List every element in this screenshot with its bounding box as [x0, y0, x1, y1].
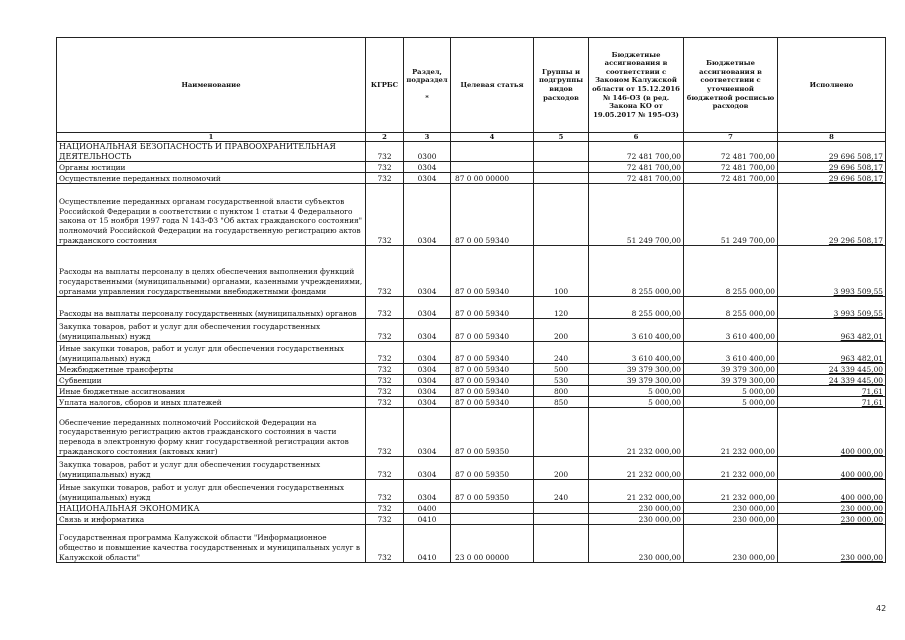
- header-law: Бюджетные ассигнования в соответствии с Законом Калужской области от 15.12.2016 № 146-ОЗ (в ред. Закона КО от 19.05.2017 № 195-ОЗ): [589, 38, 684, 133]
- row-group: [534, 503, 589, 514]
- row-section: 0304: [404, 319, 451, 342]
- row-done-amount: 230 000,00: [778, 514, 886, 525]
- row-name: НАЦИОНАЛЬНАЯ ЭКОНОМИКА: [57, 503, 366, 514]
- row-target: 87 0 00 59340: [451, 364, 534, 375]
- row-plan-amount: 21 232 000,00: [684, 457, 778, 480]
- row-done-amount: 400 000,00: [778, 408, 886, 457]
- row-done-amount: 29 696 508,17: [778, 142, 886, 162]
- row-group: 200: [534, 457, 589, 480]
- row-group: 240: [534, 480, 589, 503]
- row-section: 0304: [404, 162, 451, 173]
- row-plan-amount: 230 000,00: [684, 503, 778, 514]
- row-target: 87 0 00 59340: [451, 184, 534, 246]
- row-plan-amount: 3 610 400,00: [684, 342, 778, 364]
- row-done-amount: 71,61: [778, 397, 886, 408]
- table-row: [57, 162, 886, 173]
- row-kgrbs: 732: [366, 246, 404, 297]
- row-name: Закупка товаров, работ и услуг для обеспечения государственных (муниципальных) нужд: [57, 457, 366, 480]
- table-row: [57, 525, 886, 563]
- row-group: [534, 408, 589, 457]
- table-row: [57, 342, 886, 364]
- row-done-amount: 963 482,01: [778, 342, 886, 364]
- table-row: [57, 514, 886, 525]
- row-plan-amount: 39 379 300,00: [684, 375, 778, 386]
- column-number: 5: [534, 133, 589, 142]
- row-name: Уплата налогов, сборов и иных платежей: [57, 397, 366, 408]
- row-section: 0304: [404, 386, 451, 397]
- row-section: 0304: [404, 342, 451, 364]
- row-section: 0304: [404, 457, 451, 480]
- row-target: 87 0 00 59340: [451, 319, 534, 342]
- row-done-amount: 963 482,01: [778, 319, 886, 342]
- row-done-amount: 24 339 445,00: [778, 375, 886, 386]
- column-number: 4: [451, 133, 534, 142]
- row-section: 0304: [404, 397, 451, 408]
- row-law-amount: 230 000,00: [589, 503, 684, 514]
- row-target: 87 0 00 59340: [451, 246, 534, 297]
- row-done-amount: 230 000,00: [778, 503, 886, 514]
- row-name: Иные закупки товаров, работ и услуг для обеспечения государственных (муниципальных) нужд: [57, 342, 366, 364]
- row-name: Государственная программа Калужской области "Информационное общество и повышение качества государственных и муниципальных услуг в Калужской области": [57, 525, 366, 563]
- row-law-amount: 3 610 400,00: [589, 319, 684, 342]
- row-kgrbs: 732: [366, 319, 404, 342]
- row-name: Субвенции: [57, 375, 366, 386]
- row-kgrbs: 732: [366, 386, 404, 397]
- budget-table: [56, 37, 886, 563]
- row-group: [534, 173, 589, 184]
- row-law-amount: 3 610 400,00: [589, 342, 684, 364]
- row-group: [534, 184, 589, 246]
- row-section: 0304: [404, 297, 451, 319]
- row-plan-amount: 230 000,00: [684, 525, 778, 563]
- row-target: 87 0 00 59340: [451, 297, 534, 319]
- row-plan-amount: 51 249 700,00: [684, 184, 778, 246]
- row-name: Иные бюджетные ассигнования: [57, 386, 366, 397]
- row-law-amount: 21 232 000,00: [589, 457, 684, 480]
- row-target: [451, 142, 534, 162]
- row-law-amount: 21 232 000,00: [589, 408, 684, 457]
- row-group: 530: [534, 375, 589, 386]
- row-plan-amount: 21 232 000,00: [684, 480, 778, 503]
- table-row: [57, 297, 886, 319]
- header-done: Исполнено: [778, 38, 886, 133]
- row-name: НАЦИОНАЛЬНАЯ БЕЗОПАСНОСТЬ И ПРАВООХРАНИТЕЛЬНАЯ ДЕЯТЕЛЬНОСТЬ: [57, 142, 366, 162]
- table-row: [57, 503, 886, 514]
- row-kgrbs: 732: [366, 297, 404, 319]
- row-target: [451, 514, 534, 525]
- row-section: 0410: [404, 525, 451, 563]
- row-name: Расходы на выплаты персоналу государственных (муниципальных) органов: [57, 297, 366, 319]
- row-law-amount: 21 232 000,00: [589, 480, 684, 503]
- row-target: [451, 162, 534, 173]
- row-plan-amount: 8 255 000,00: [684, 297, 778, 319]
- row-kgrbs: 732: [366, 457, 404, 480]
- header-target: Целевая статья: [451, 38, 534, 133]
- row-section: 0304: [404, 173, 451, 184]
- row-section: 0300: [404, 142, 451, 162]
- row-kgrbs: 732: [366, 364, 404, 375]
- row-target: [451, 503, 534, 514]
- header-section: [404, 38, 451, 133]
- row-group: [534, 162, 589, 173]
- row-plan-amount: 72 481 700,00: [684, 173, 778, 184]
- row-section: 0304: [404, 364, 451, 375]
- table-row: [57, 246, 886, 297]
- row-kgrbs: 732: [366, 184, 404, 246]
- table-row: [57, 173, 886, 184]
- page-number: 42: [876, 604, 887, 613]
- row-kgrbs: 732: [366, 162, 404, 173]
- row-plan-amount: 39 379 300,00: [684, 364, 778, 375]
- header-plan: Бюджетные ассигнования в соответствии с уточненной бюджетной росписью расходов: [684, 38, 778, 133]
- row-section: 0304: [404, 408, 451, 457]
- row-done-amount: 3 993 509,55: [778, 297, 886, 319]
- row-plan-amount: 72 481 700,00: [684, 162, 778, 173]
- row-group: [534, 514, 589, 525]
- row-law-amount: 230 000,00: [589, 514, 684, 525]
- row-done-amount: 3 993 509,55: [778, 246, 886, 297]
- row-target: 87 0 00 59340: [451, 386, 534, 397]
- row-law-amount: 8 255 000,00: [589, 297, 684, 319]
- row-group: [534, 525, 589, 563]
- row-plan-amount: 21 232 000,00: [684, 408, 778, 457]
- table-row: [57, 375, 886, 386]
- row-law-amount: 230 000,00: [589, 525, 684, 563]
- row-done-amount: 29 696 508,17: [778, 162, 886, 173]
- row-done-amount: 29 296 508,17: [778, 184, 886, 246]
- table-row: [57, 408, 886, 457]
- row-group: 240: [534, 342, 589, 364]
- row-law-amount: 5 000,00: [589, 386, 684, 397]
- row-law-amount: 5 000,00: [589, 397, 684, 408]
- column-number: 3: [404, 133, 451, 142]
- row-group: 500: [534, 364, 589, 375]
- row-target: 87 0 00 59350: [451, 408, 534, 457]
- row-section: 0304: [404, 184, 451, 246]
- table-row: [57, 397, 886, 408]
- row-name: Межбюджетные трансферты: [57, 364, 366, 375]
- row-law-amount: 72 481 700,00: [589, 173, 684, 184]
- row-plan-amount: 5 000,00: [684, 397, 778, 408]
- row-group: 800: [534, 386, 589, 397]
- row-law-amount: 51 249 700,00: [589, 184, 684, 246]
- row-kgrbs: 732: [366, 480, 404, 503]
- row-law-amount: 72 481 700,00: [589, 142, 684, 162]
- row-done-amount: 71,61: [778, 386, 886, 397]
- row-kgrbs: 732: [366, 142, 404, 162]
- row-name: Расходы на выплаты персоналу в целях обеспечения выполнения функций государственными (муниципальными) органами, казенными учреждениями, органами управления государственными внебюджетными фондами: [57, 246, 366, 297]
- column-number: 1: [57, 133, 366, 142]
- row-kgrbs: 732: [366, 397, 404, 408]
- row-done-amount: 230 000,00: [778, 525, 886, 563]
- row-name: Закупка товаров, работ и услуг для обеспечения государственных (муниципальных) нужд: [57, 319, 366, 342]
- column-number: 2: [366, 133, 404, 142]
- row-law-amount: 8 255 000,00: [589, 246, 684, 297]
- column-number: 6: [589, 133, 684, 142]
- row-group: 200: [534, 319, 589, 342]
- row-section: 0304: [404, 246, 451, 297]
- row-group: 850: [534, 397, 589, 408]
- row-kgrbs: 732: [366, 408, 404, 457]
- table-row: [57, 364, 886, 375]
- row-name: Обеспечение переданных полномочий Российской Федерации на государственную регистрацию актов гражданского состояния в части перевода в электронную форму книг государственной регистрации актов гражданского состояния (актовых книг): [57, 408, 366, 457]
- table-row: [57, 142, 886, 162]
- header-section-mark: *: [425, 93, 429, 102]
- row-plan-amount: 8 255 000,00: [684, 246, 778, 297]
- row-done-amount: 400 000,00: [778, 457, 886, 480]
- header-name: Наименование: [57, 38, 366, 133]
- row-target: 87 0 00 59350: [451, 480, 534, 503]
- row-plan-amount: 230 000,00: [684, 514, 778, 525]
- table-row: [57, 319, 886, 342]
- row-plan-amount: 72 481 700,00: [684, 142, 778, 162]
- row-target: 87 0 00 59340: [451, 342, 534, 364]
- table-row: [57, 480, 886, 503]
- row-kgrbs: 732: [366, 514, 404, 525]
- row-done-amount: 24 339 445,00: [778, 364, 886, 375]
- row-kgrbs: 732: [366, 503, 404, 514]
- row-name: Связь и информатика: [57, 514, 366, 525]
- row-plan-amount: 5 000,00: [684, 386, 778, 397]
- row-law-amount: 39 379 300,00: [589, 375, 684, 386]
- row-group: 100: [534, 246, 589, 297]
- row-kgrbs: 732: [366, 173, 404, 184]
- row-section: 0304: [404, 480, 451, 503]
- header-group: Группы и подгруппы видов расходов: [534, 38, 589, 133]
- row-kgrbs: 732: [366, 375, 404, 386]
- row-target: 87 0 00 59340: [451, 375, 534, 386]
- row-name: Иные закупки товаров, работ и услуг для обеспечения государственных (муниципальных) нужд: [57, 480, 366, 503]
- row-group: [534, 142, 589, 162]
- row-section: 0304: [404, 375, 451, 386]
- row-group: 120: [534, 297, 589, 319]
- table-row: [57, 457, 886, 480]
- row-section: 0410: [404, 514, 451, 525]
- column-number: 7: [684, 133, 778, 142]
- header-row: [57, 38, 886, 133]
- row-kgrbs: 732: [366, 342, 404, 364]
- row-name: Органы юстиции: [57, 162, 366, 173]
- row-plan-amount: 3 610 400,00: [684, 319, 778, 342]
- row-target: 87 0 00 00000: [451, 173, 534, 184]
- column-number-row: [57, 133, 886, 142]
- row-target: 87 0 00 59340: [451, 397, 534, 408]
- row-name: Осуществление переданных полномочий: [57, 173, 366, 184]
- table-row: [57, 386, 886, 397]
- row-done-amount: 400 000,00: [778, 480, 886, 503]
- header-section-label: Раздел, подраздел: [406, 67, 448, 85]
- row-target: 23 0 00 00000: [451, 525, 534, 563]
- column-number: 8: [778, 133, 886, 142]
- header-kgrbs: КГРБС: [366, 38, 404, 133]
- row-name: Осуществление переданных органам государственной власти субъектов Российской Федерации в соответствии с пунктом 1 статьи 4 Федерального закона от 15 ноября 1997 года N 143-ФЗ "Об актах гражданского состояния" полномочий Российской Федерации на государственную регистрацию актов гражданского состояния: [57, 184, 366, 246]
- row-kgrbs: 732: [366, 525, 404, 563]
- row-target: 87 0 00 59350: [451, 457, 534, 480]
- row-done-amount: 29 696 508,17: [778, 173, 886, 184]
- table-row: [57, 184, 886, 246]
- row-law-amount: 39 379 300,00: [589, 364, 684, 375]
- row-law-amount: 72 481 700,00: [589, 162, 684, 173]
- row-section: 0400: [404, 503, 451, 514]
